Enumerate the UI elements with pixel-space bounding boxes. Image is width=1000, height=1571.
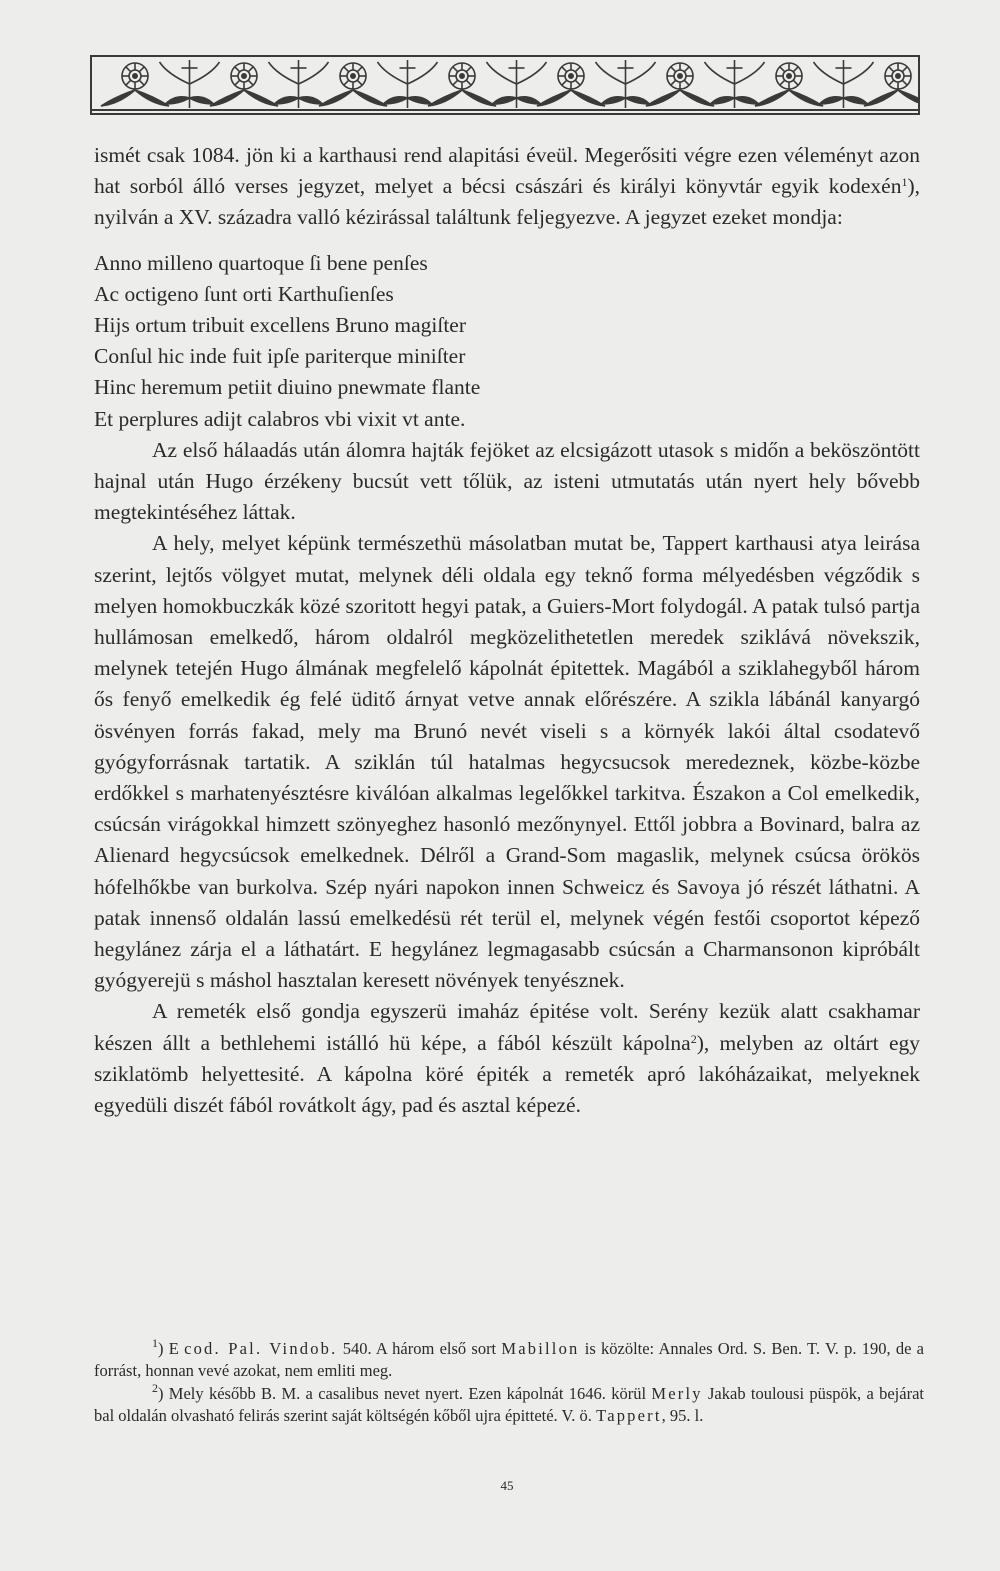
text-run: ) E	[158, 1339, 185, 1358]
spaced-text: Merly	[651, 1383, 703, 1403]
text-run: ismét csak 1084. jön ki a karthausi rend alapitási éveül. Megerősiti végre ezen véleményt azon hat sorból álló verses jegyzet, melyet a bécsi császári és királyi könyvtár egyik kodexén	[94, 143, 920, 199]
paragraph: A hely, melyet képünk természethü másolatban mutat be, Tappert karthausi atya leirása szerint, lejtős völgyet mutat, melynek déli oldala egy teknő forma mélyedésben végződik s melyen homokbuczkák közé szoritott hegyi patak, a Guiers-Mort folydogál. A patak tulsó partja hullámosan emelkedő, három oldalról megközelithetetlen meredek sziklává növekszik, melynek tetején Hugo álmának megfelelő kápolnát épitettek. Magából a sziklahegyből három ős fenyő emelkedik ég felé üditő árnyat vetve annak előrészére. A szikla lábánál kanyargó ösvényen forrás fakad, mely ma Brunó nevét viseli s a környék lakói által csodatevő gyógyforrásnak tartatik. A sziklán túl hatalmas hegycsucsok meredeznek, közbe-közbe erdőkkel s marhatenyésztésre kiválóan alkalmas legelőkkel tarkitva. Északon a Col emelkedik, csúcsán virágokkal himzett szönyeghez hasonló mezőnynyel. Ettől jobbra a Bovinard, balra az Alienard hegycsúcsok emelkednek. Délről a Grand-Som magaslik, melynek csúcsa örökös hófelhőkbe van burkolva. Szép nyári napokon innen Schweicz és Savoya jó részét láthatni. A patak innenső oldalán lassú emelkedésü rét terül el, melynek végén festői csoportot képező hegylánez zárja el a láthatárt. E hegylánez legmagasabb csúcsán a Charmansonon kipróbált gyógyerejü s máshol hasztalan keresett növények tenyésznek.	[94, 531, 920, 993]
footnote-2	[94, 1380, 924, 1428]
paragraph: Az első hálaadás után álomra hajták fejöket az elcsigázott utasok s midőn a beköszöntött hajnal után Hugo érzékeny bucsút vett tőlük, az isteni utmutatás után nyert hely bővebb megtekintéséhez láttak.	[94, 437, 920, 525]
spaced-text: cod. Pal. Vindob.	[184, 1339, 338, 1358]
verse-line: Conſul hic inde fuit ipſe pariterque miniſter	[94, 344, 466, 369]
floral-border-ornament	[90, 54, 920, 116]
page-number: 45	[500, 1478, 514, 1493]
footnote-ref-1: 1	[901, 175, 908, 190]
footnote-mark: 1	[152, 1336, 158, 1350]
footnote-1	[94, 1338, 924, 1383]
verse-line: Hijs ortum tribuit excellens Bruno magiſter	[94, 313, 466, 338]
footnote-mark: 2	[152, 1380, 158, 1395]
spaced-text: Mabillon	[501, 1339, 580, 1358]
verse-line: Hinc heremum petiit diuino pnewmate flante	[94, 375, 481, 400]
paragraph-continuation	[94, 140, 920, 234]
footnotes	[94, 1338, 924, 1428]
text-run: is közölte: Annales Ord. S. Ben. T. V. p. 190, de a forrást, honnan vevé azokat, nem emliti meg.	[94, 1339, 924, 1381]
text-run: 540. A három első sort	[337, 1339, 502, 1358]
text-run: ), nyilván a XV. századra valló kézirással találtunk feljegyezve. A jegyzet ezeket mondja:	[94, 174, 920, 230]
verse-line: Et perplures adijt calabros vbi vixit vt ante.	[94, 406, 466, 431]
verse-line: Ac octigeno ſunt orti Karthuſienſes	[94, 281, 394, 306]
verse-line: Anno milleno quartoque ſi bene penſes	[94, 250, 428, 275]
text-run: ) Mely később B. M. a casalibus nevet nyert. Ezen kápolnát 1646. körül	[158, 1383, 652, 1403]
text-run: , 95. l.	[661, 1406, 704, 1426]
text-run: ), melyben az oltárt egy sziklatömb helyettesité. A kápolna köré épiték a remeték apró lakóházaikat, melyeknek egyedüli diszét fából rovátkolt ágy, pad és asztal képezé.	[94, 1030, 920, 1118]
paragraph	[94, 996, 920, 1121]
spaced-text: Tappert	[596, 1406, 662, 1426]
text-run: Jakab toulousi püspök, a bejárat bal oldalán olvasható felirás szerint saját költségén kőből ujra épitteté. V. ö.	[94, 1383, 924, 1426]
text-run: A remeték első gondja egyszerü imaház épitése volt. Serény kezük alatt csakhamar készen állt a bethlehemi istálló hü képe, a fából készült kápolna	[94, 999, 920, 1055]
footnote-ref-2: 2	[690, 1031, 697, 1046]
main-text	[94, 140, 920, 1121]
